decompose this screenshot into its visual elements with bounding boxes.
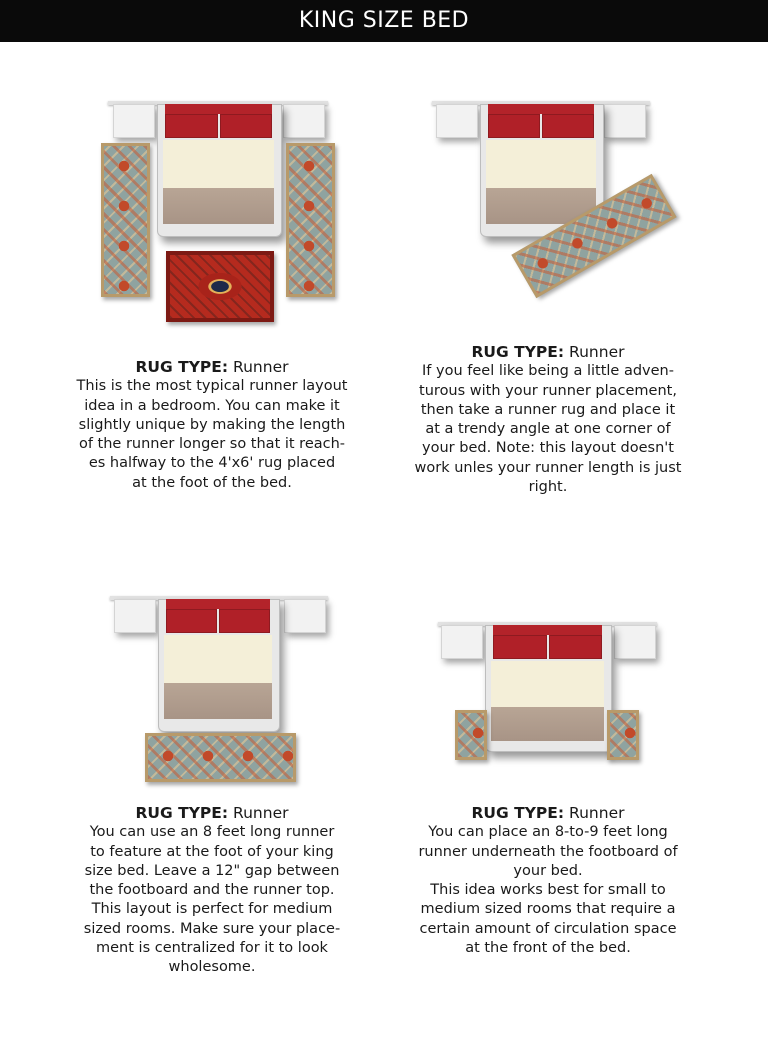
description-line: slightly unique by making the length [78, 416, 346, 433]
description-line: right. [528, 479, 568, 496]
layout-description-2 [398, 343, 698, 497]
nightstand [441, 625, 483, 659]
rug-type-label: RUG TYPE: [471, 804, 565, 822]
rug-type-heading [62, 804, 362, 823]
description-line: at the foot of the bed. [132, 474, 292, 491]
mattress [486, 140, 596, 188]
pillow [165, 114, 218, 138]
description-line: then take a runner rug and place it [420, 401, 676, 418]
description-line: your bed. Note: this layout doesn't [422, 440, 674, 457]
description-line: idea in a bedroom. You can make it [84, 397, 340, 414]
description-line: ment is centralized for it to look [96, 940, 328, 957]
headboard [493, 625, 602, 635]
description-line: your bed. [513, 862, 583, 879]
runner-rug [455, 710, 487, 760]
description-line: to feature at the foot of your king [90, 843, 334, 860]
nightstand [614, 625, 656, 659]
nightstand [284, 599, 326, 633]
pillow [220, 114, 273, 138]
description-line: sized rooms. Make sure your place- [83, 920, 341, 937]
description-line: wholesome. [168, 959, 256, 976]
description-line: This idea works best for small to [430, 882, 666, 899]
pillow [549, 635, 603, 659]
description-line: This is the most typical runner layout [76, 378, 348, 395]
rug-type-label: RUG TYPE: [471, 343, 565, 361]
rug-type-heading [398, 343, 698, 362]
nightstand [283, 104, 325, 138]
runner-rug [286, 143, 335, 297]
description-line: If you feel like being a little adven- [422, 363, 674, 380]
rug-type-value: Runner [233, 358, 289, 376]
blanket [164, 683, 272, 718]
mattress [164, 635, 272, 683]
description-line: turous with your runner placement, [419, 382, 677, 399]
headboard [488, 104, 594, 114]
rug-type-value: Runner [569, 343, 625, 361]
nightstand [436, 104, 478, 138]
rug-type-value: Runner [233, 804, 289, 822]
pillow [219, 609, 270, 633]
description-line: es halfway to the 4'x6' rug placed [88, 455, 336, 472]
runner-rug [145, 733, 296, 782]
description-line: size bed. Leave a 12" gap between [84, 862, 340, 879]
rug-type-value: Runner [569, 804, 625, 822]
area-rug [166, 251, 274, 322]
rug-type-label: RUG TYPE: [135, 804, 229, 822]
layout-description-4 [398, 804, 698, 958]
mattress [163, 140, 274, 188]
headboard [166, 599, 270, 609]
description-line: at the front of the bed. [465, 940, 631, 957]
description-line: You can use an 8 feet long runner [89, 824, 335, 841]
layout-description-1 [62, 358, 362, 493]
layout-description-3 [62, 804, 362, 978]
nightstand [114, 599, 156, 633]
pillow [542, 114, 594, 138]
pillow [488, 114, 540, 138]
rug-type-label: RUG TYPE: [135, 358, 229, 376]
headboard [165, 104, 272, 114]
page-header [0, 0, 768, 42]
description-line: You can place an 8-to-9 feet long [428, 824, 668, 841]
rug-type-heading [398, 804, 698, 823]
description-line: runner underneath the footboard of [418, 843, 678, 860]
description-line: This layout is perfect for medium [91, 901, 333, 918]
description-line: certain amount of circulation space [419, 920, 677, 937]
description-line: work unles your runner length is just [414, 459, 682, 476]
runner-rug [101, 143, 150, 297]
pillow [493, 635, 547, 659]
nightstand [113, 104, 155, 138]
blanket [163, 188, 274, 223]
description-line: at a trendy angle at one corner of [425, 421, 671, 438]
description-line: of the runner longer so that it reach- [78, 436, 346, 453]
pillow [166, 609, 217, 633]
description-line: the footboard and the runner top. [89, 882, 335, 899]
blanket [491, 707, 604, 741]
nightstand [604, 104, 646, 138]
page-title: KING SIZE BED [298, 8, 470, 33]
description-line: medium sized rooms that require a [420, 901, 676, 918]
runner-rug [607, 710, 639, 760]
mattress [491, 661, 604, 707]
rug-type-heading [62, 358, 362, 377]
